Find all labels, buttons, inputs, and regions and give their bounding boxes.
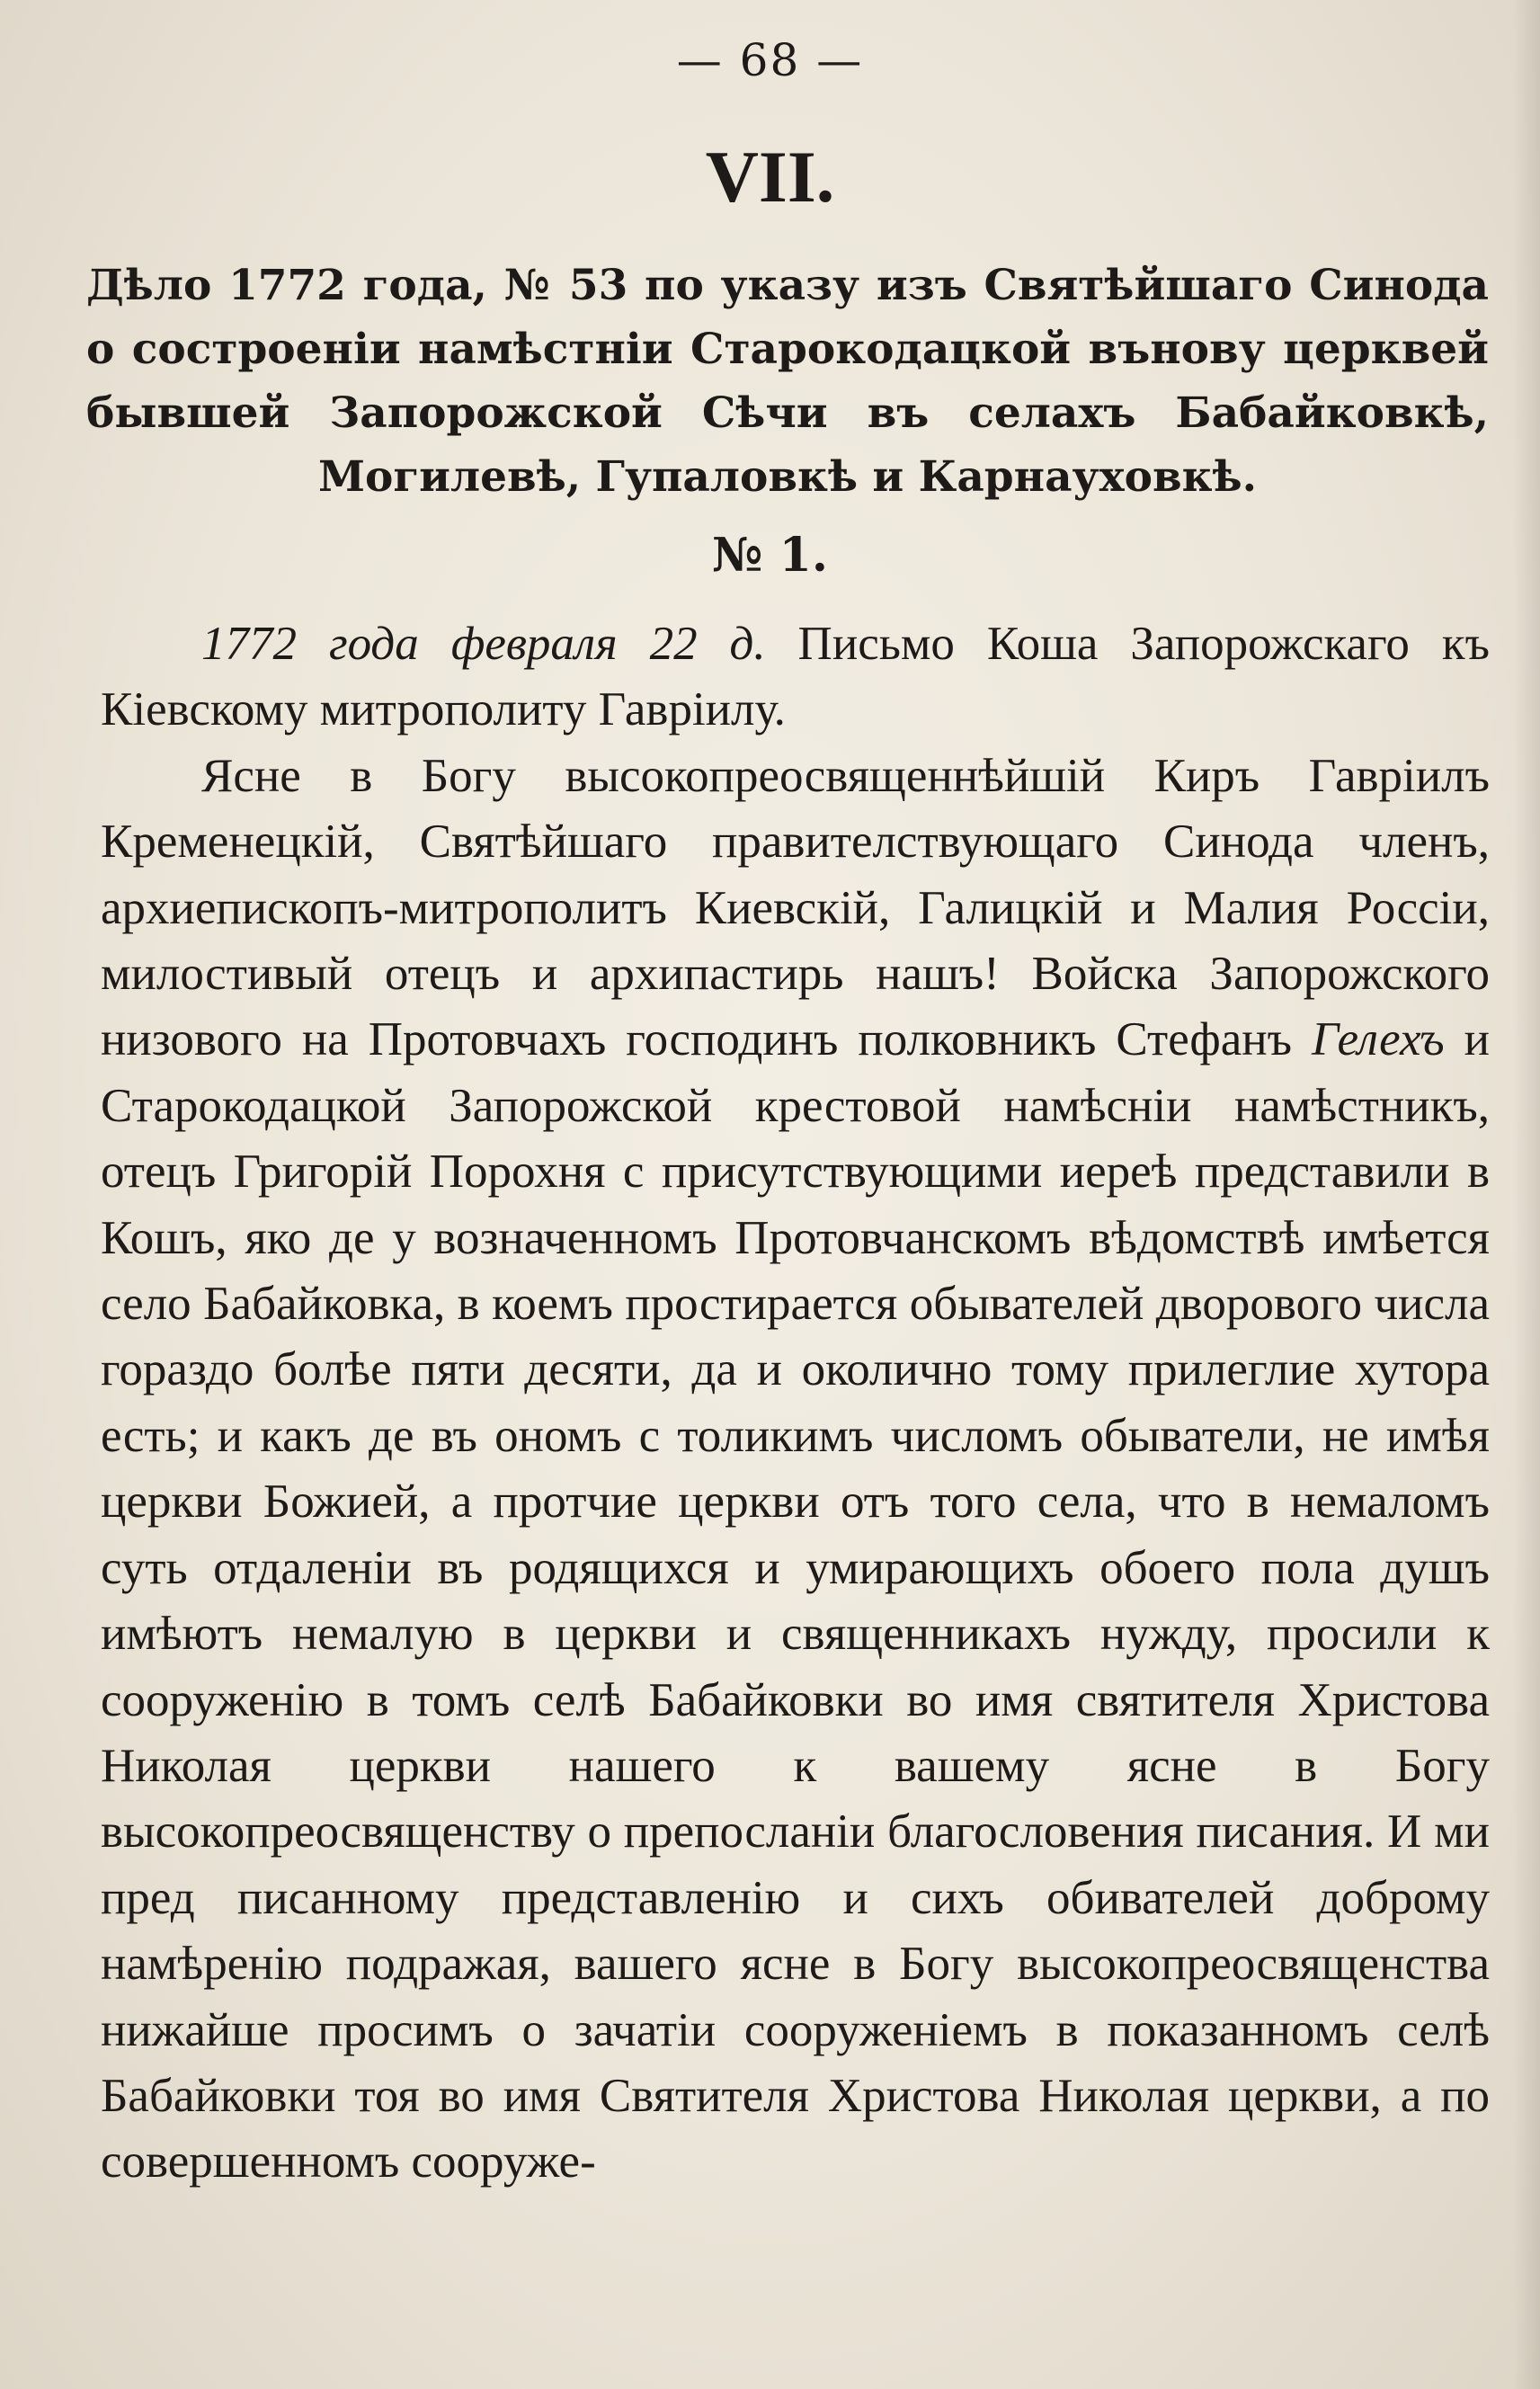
- letter-date: 1772 года февраля 22 д.: [201, 618, 766, 670]
- letter-text-part1: Ясне в Богу высокопреосвященнѣйшій Киръ Гавріилъ Кременецкій, Святѣйшаго правителствующаго Синода членъ, архиепископъ-митрополитъ Киевскій, Галицкій и Малия Россіи, милостивый отецъ и архипастирь нашъ! Войска Запорожского низового на Протовчахъ господинъ полковникъ Стефанъ: [101, 749, 1490, 1066]
- page-number: — 68 —: [676, 34, 864, 86]
- document-number: № 1.: [712, 528, 828, 583]
- letter-heading-text: Письмо Коша Запорожскаго къ Кіевскому митрополиту Гавріилу.: [101, 618, 1490, 736]
- page-edge-shadow: [1513, 0, 1540, 2389]
- case-title: Дѣло 1772 года, № 53 по указу изъ Святѣйшаго Синода о состроеніи намѣстніи Старокодацкой вънову церквей бывшей Запорожской Сѣчи въ селахъ Бабайковкѣ, Могилевѣ, Гупаловкѣ и Карнауховкѣ.: [86, 261, 1489, 502]
- colonel-name: Гелехъ: [1311, 1013, 1445, 1066]
- letter-heading: [101, 611, 1490, 744]
- letter-text-part2: и Старокодацкой Запорожской крестовой намѣсніи намѣстникъ, отецъ Григорій Порохня с присутствующими иереѣ представили в Кошъ, яко де у возначенномъ Протовчанскомъ вѣдомствѣ имѣется село Бабайковка, в коемъ простирается обывателей дворового числа гораздо болѣе пяти десяти, да и околично тому прилеглие хутора есть; и какъ де въ ономъ с толикимъ числомъ обыватели, не имѣя церкви Божией, а протчие церкви отъ того села, что в немаломъ суть отдаленіи въ родящихся и умирающихъ обоего пола душъ имѣютъ немалую в церкви и священникахъ нужду, просили к сооруженію в томъ селѣ Бабайковки во имя святителя Христова Николая церкви нашего к вашему ясне в Богу высокопреосвященству о препосланіи благословения писания. И ми пред писанному представленію и сихъ обивателей доброму намѣренію подражая, вашего ясне в Богу высокопреосвященства нижайше просимъ о зачатіи сооруженіемъ в показанномъ селѣ Бабайковки тоя во имя Святителя Христова Николая церкви, а по совершенномъ сооруже-: [101, 1013, 1490, 2188]
- letter-text: [101, 744, 1490, 2196]
- chapter-numeral: VII.: [705, 136, 835, 218]
- document-body: [101, 611, 1490, 2196]
